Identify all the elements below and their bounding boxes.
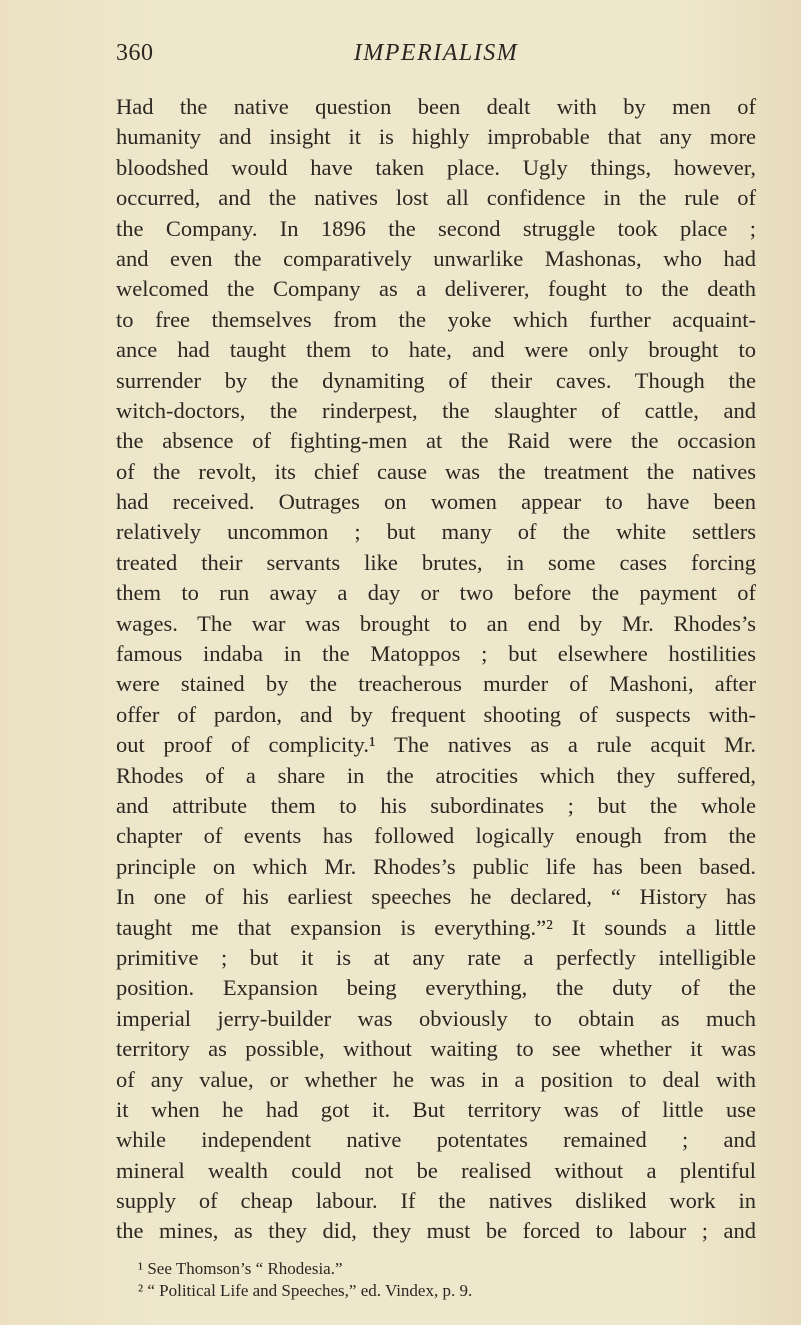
text-line: surrender by the dynamiting of their caves. Though the — [116, 367, 756, 393]
text-line: chapter of events has followed logically enough from the — [116, 823, 756, 849]
text-line: taught me that expansion is everything.”² It sounds a little — [116, 914, 756, 940]
text-line: occurred, and the natives lost all confidence in the rule of — [116, 185, 756, 211]
text-line: relatively uncommon ; but many of the white settlers — [116, 519, 756, 545]
text-line: principle on which Mr. Rhodes’s public life has been based. — [116, 853, 756, 879]
text-line: treated their servants like brutes, in some cases forcing — [116, 549, 756, 575]
body-text — [116, 92, 756, 1247]
text-line: it when he had got it. But territory was of little use — [116, 1096, 756, 1122]
text-line: supply of cheap labour. If the natives disliked work in — [116, 1188, 756, 1214]
text-line: wages. The war was brought to an end by Mr. Rhodes’s — [116, 610, 756, 636]
text-line: the mines, as they did, they must be forced to labour ; and — [116, 1218, 756, 1244]
text-line: Had the native question been dealt with by men of — [116, 94, 756, 119]
footnote-1: ¹ See Thomson’s “ Rhodesia.” — [138, 1259, 343, 1278]
text-line: ance had taught them to hate, and were only brought to — [116, 337, 756, 363]
text-line: In one of his earliest speeches he declared, “ History has — [116, 884, 756, 910]
text-line: Rhodes of a share in the atrocities which they suffered, — [116, 762, 756, 788]
text-line: humanity and insight it is highly improbable that any more — [116, 124, 756, 150]
text-line: of any value, or whether he was in a position to deal with — [116, 1066, 756, 1092]
text-line: mineral wealth could not be realised without a plentiful — [116, 1157, 756, 1183]
footnote-2: ² “ Political Life and Speeches,” ed. Vindex, p. 9. — [138, 1281, 473, 1300]
footnotes — [138, 1258, 738, 1302]
text-line: and attribute them to his subordinates ; but the whole — [116, 792, 756, 818]
text-line: the Company. In 1896 the second struggle took place ; — [116, 215, 756, 241]
text-line: witch-doctors, the rinderpest, the slaughter of cattle, and — [116, 397, 756, 423]
text-line: them to run away a day or two before the payment of — [116, 580, 756, 606]
text-line: the absence of fighting-men at the Raid were the occasion — [116, 428, 756, 454]
running-title: IMPERIALISM — [353, 40, 519, 66]
page-number: 360 — [116, 40, 154, 66]
text-line: had received. Outrages on women appear to have been — [116, 489, 756, 515]
text-line: position. Expansion being everything, the duty of the — [116, 975, 756, 1001]
text-line: bloodshed would have taken place. Ugly things, however, — [116, 154, 756, 180]
text-line: primitive ; but it is at any rate a perfectly intelligible — [116, 944, 756, 970]
text-line: while independent native potentates remained ; and — [116, 1127, 756, 1153]
text-line: to free themselves from the yoke which further acquaint- — [116, 306, 756, 332]
text-line: were stained by the treacherous murder of Mashoni, after — [116, 671, 756, 697]
text-line: imperial jerry-builder was obviously to obtain as much — [116, 1005, 756, 1031]
text-line: offer of pardon, and by frequent shooting of suspects with- — [116, 701, 756, 727]
text-line: famous indaba in the Matoppos ; but elsewhere hostilities — [116, 641, 756, 667]
page-header — [116, 40, 756, 76]
text-line: of the revolt, its chief cause was the treatment the natives — [116, 458, 756, 484]
text-line: welcomed the Company as a deliverer, fought to the death — [116, 276, 756, 302]
text-line: out proof of complicity.¹ The natives as a rule acquit Mr. — [116, 732, 756, 758]
text-line: territory as possible, without waiting to see whether it was — [116, 1036, 756, 1062]
text-line: and even the comparatively unwarlike Mashonas, who had — [116, 245, 756, 271]
